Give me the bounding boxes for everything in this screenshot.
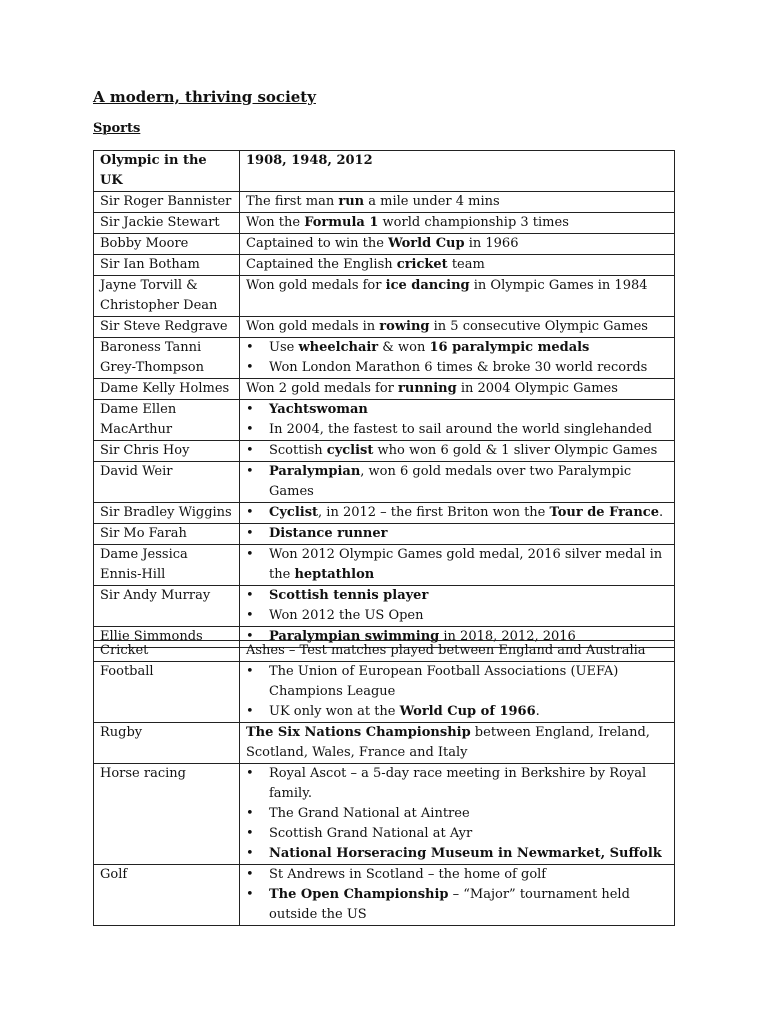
bold-text: run — [338, 194, 365, 209]
row-description-cell — [240, 379, 675, 400]
bold-text: running — [398, 381, 457, 396]
document-title: A modern, thriving society — [93, 88, 316, 106]
row-label-cell: David Weir — [94, 462, 240, 503]
bullet-item — [246, 662, 668, 702]
text-run: a mile under 4 mins — [364, 194, 500, 209]
bullet-item — [246, 885, 668, 925]
text-run: – “Major” tournament held outside the US — [269, 887, 630, 922]
text-run: Won the — [246, 215, 305, 230]
text-run: & won — [378, 340, 430, 355]
text-run: . — [659, 505, 664, 520]
table-row — [94, 213, 675, 234]
text-run: Scottish — [269, 443, 327, 458]
table-row — [94, 317, 675, 338]
bold-text: Formula 1 — [304, 215, 379, 230]
text-run: , in 2012 – the first Briton won the — [318, 505, 550, 520]
row-description-cell — [240, 255, 675, 276]
row-description-cell — [240, 338, 675, 379]
row-label-cell: Baroness Tanni Grey-Thompson — [94, 338, 240, 379]
text-run: Won gold medals for — [246, 278, 386, 293]
table-row — [94, 641, 675, 662]
row-description-cell — [240, 764, 675, 865]
text-run: Won London Marathon 6 times & broke 30 world records — [269, 360, 648, 375]
bold-text: World Cup of 1966 — [399, 704, 536, 719]
bullet-list — [246, 503, 668, 523]
bullet-item — [246, 804, 668, 824]
table-row — [94, 524, 675, 545]
bullet-list — [246, 662, 668, 722]
text-run: Captained the English — [246, 257, 397, 272]
bold-text: The Six Nations Championship — [246, 725, 471, 740]
row-label-cell: Horse racing — [94, 764, 240, 865]
bold-text: Cyclist — [269, 505, 319, 520]
text-run: Captained to win the — [246, 236, 389, 251]
text-run: Won 2012 Olympic Games gold medal, 2016 silver medal in the — [269, 547, 663, 582]
row-label-cell: Sir Steve Redgrave — [94, 317, 240, 338]
row-description-cell — [240, 723, 675, 764]
row-description-cell — [240, 234, 675, 255]
bold-text: National Horseracing Museum in Newmarket, Suffolk — [269, 846, 662, 861]
text-run: UK only won at the — [269, 704, 400, 719]
bold-text: wheelchair — [298, 340, 379, 355]
bullet-item — [246, 358, 668, 378]
table-row — [94, 586, 675, 627]
row-description-cell — [240, 441, 675, 462]
row-label-cell: Jayne Torvill & Christopher Dean — [94, 276, 240, 317]
row-description-cell — [240, 400, 675, 441]
table-row — [94, 662, 675, 723]
text-run: Won gold medals in — [246, 319, 380, 334]
row-label-cell: Dame Kelly Holmes — [94, 379, 240, 400]
table-row — [94, 545, 675, 586]
bullet-item — [246, 441, 668, 461]
row-label-cell: Sir Andy Murray — [94, 586, 240, 627]
row-label-cell: Dame Jessica Ennis-Hill — [94, 545, 240, 586]
bullet-item — [246, 606, 668, 626]
text-run: The first man — [246, 194, 339, 209]
bullet-item — [246, 524, 668, 544]
bold-text: Distance runner — [269, 526, 388, 541]
bullet-list — [246, 865, 668, 925]
row-description-cell — [240, 586, 675, 627]
text-run: In 2004, the fastest to sail around the world singlehanded — [269, 422, 653, 437]
header-cell-olympic: Olympic in the UK — [94, 151, 240, 192]
row-label-cell: Ellie Simmonds — [94, 627, 240, 648]
row-description-cell — [240, 865, 675, 926]
text-run: The Union of European Football Associations (UEFA) Champions League — [269, 664, 619, 699]
text-run: who won 6 gold & 1 sliver Olympic Games — [373, 443, 658, 458]
bold-text: Tour de France — [549, 505, 659, 520]
bold-text: rowing — [379, 319, 430, 334]
bullet-item — [246, 824, 668, 844]
bullet-item — [246, 420, 668, 440]
bullet-list — [246, 764, 668, 864]
bullet-item — [246, 764, 668, 804]
row-label-cell: Sir Jackie Stewart — [94, 213, 240, 234]
bullet-list — [246, 400, 668, 440]
row-description-cell — [240, 462, 675, 503]
table-row — [94, 503, 675, 524]
bold-text: heptathlon — [294, 567, 375, 582]
text-run: . — [535, 704, 540, 719]
row-description-cell — [240, 213, 675, 234]
text-run: in 1966 — [464, 236, 519, 251]
row-label-cell: Bobby Moore — [94, 234, 240, 255]
bullet-item — [246, 702, 668, 722]
bullet-item — [246, 462, 668, 502]
text-run: in 5 consecutive Olympic Games — [429, 319, 648, 334]
text-run: in Olympic Games in 1984 — [469, 278, 648, 293]
table-row — [94, 255, 675, 276]
table-row — [94, 276, 675, 317]
row-label-cell: Football — [94, 662, 240, 723]
table-row — [94, 865, 675, 926]
bullet-list — [246, 524, 668, 544]
row-label-cell: Sir Chris Hoy — [94, 441, 240, 462]
bold-text: cricket — [396, 257, 448, 272]
row-description-cell — [240, 192, 675, 213]
table-row — [94, 764, 675, 865]
bullet-list — [246, 462, 668, 502]
bullet-list — [246, 586, 668, 626]
text-run: Royal Ascot – a 5-day race meeting in Berkshire by Royal family. — [269, 766, 647, 801]
bullet-item — [246, 545, 668, 585]
table-row — [94, 441, 675, 462]
text-run: in 2018, 2012, 2016 — [439, 629, 576, 644]
row-label-cell: Golf — [94, 865, 240, 926]
table-row — [94, 462, 675, 503]
bold-text: Paralympian — [269, 464, 361, 479]
row-description-cell — [240, 641, 675, 662]
row-description-cell — [240, 276, 675, 317]
text-run: in 2004 Olympic Games — [456, 381, 618, 396]
bullet-item — [246, 865, 668, 885]
bold-text: Paralympian swimming — [269, 629, 440, 644]
text-run: Ashes – Test matches played between England and Australia — [246, 643, 646, 658]
row-label-cell: Sir Ian Botham — [94, 255, 240, 276]
text-run: St Andrews in Scotland – the home of golf — [269, 867, 547, 882]
bold-text: The Open Championship — [269, 887, 449, 902]
row-label-cell: Rugby — [94, 723, 240, 764]
text-run: Scottish Grand National at Ayr — [269, 826, 473, 841]
bullet-list — [246, 441, 668, 461]
row-description-cell — [240, 662, 675, 723]
bullet-item — [246, 338, 668, 358]
bold-text: Yachtswoman — [269, 402, 368, 417]
row-label-cell: Dame Ellen MacArthur — [94, 400, 240, 441]
bullet-list — [246, 545, 668, 585]
bold-text: 16 paralympic medals — [429, 340, 590, 355]
bullet-item — [246, 844, 668, 864]
bold-text: ice dancing — [385, 278, 470, 293]
row-label-cell: Cricket — [94, 641, 240, 662]
bullet-list — [246, 338, 668, 378]
header-cell-years: 1908, 1948, 2012 — [240, 151, 675, 192]
text-run: Won 2 gold medals for — [246, 381, 399, 396]
row-label-cell: Sir Bradley Wiggins — [94, 503, 240, 524]
text-run: , won 6 gold medals over two Paralympic Games — [269, 464, 632, 499]
bold-text: World Cup — [388, 236, 465, 251]
bold-text: Scottish tennis player — [269, 588, 429, 603]
table-row — [94, 400, 675, 441]
text-run: team — [447, 257, 485, 272]
table-header-row — [94, 151, 675, 192]
text-run: Won 2012 the US Open — [269, 608, 424, 623]
text-run: between England, Ireland, Scotland, Wales, France and Italy — [246, 725, 650, 760]
row-label-cell: Sir Roger Bannister — [94, 192, 240, 213]
row-label-cell: Sir Mo Farah — [94, 524, 240, 545]
bold-text: cyclist — [326, 443, 374, 458]
bullet-item — [246, 503, 668, 523]
table-row — [94, 338, 675, 379]
table-row — [94, 192, 675, 213]
bullet-item — [246, 400, 668, 420]
table-row — [94, 723, 675, 764]
section-heading: Sports — [93, 121, 141, 136]
row-description-cell — [240, 317, 675, 338]
bullet-item — [246, 586, 668, 606]
text-run: world championship 3 times — [378, 215, 569, 230]
sports-events-table — [93, 640, 675, 926]
text-run: The Grand National at Aintree — [269, 806, 470, 821]
row-description-cell — [240, 503, 675, 524]
table-row — [94, 234, 675, 255]
row-description-cell — [240, 524, 675, 545]
table-row — [94, 379, 675, 400]
sports-people-table — [93, 150, 675, 648]
text-run: Use — [269, 340, 299, 355]
row-description-cell — [240, 545, 675, 586]
